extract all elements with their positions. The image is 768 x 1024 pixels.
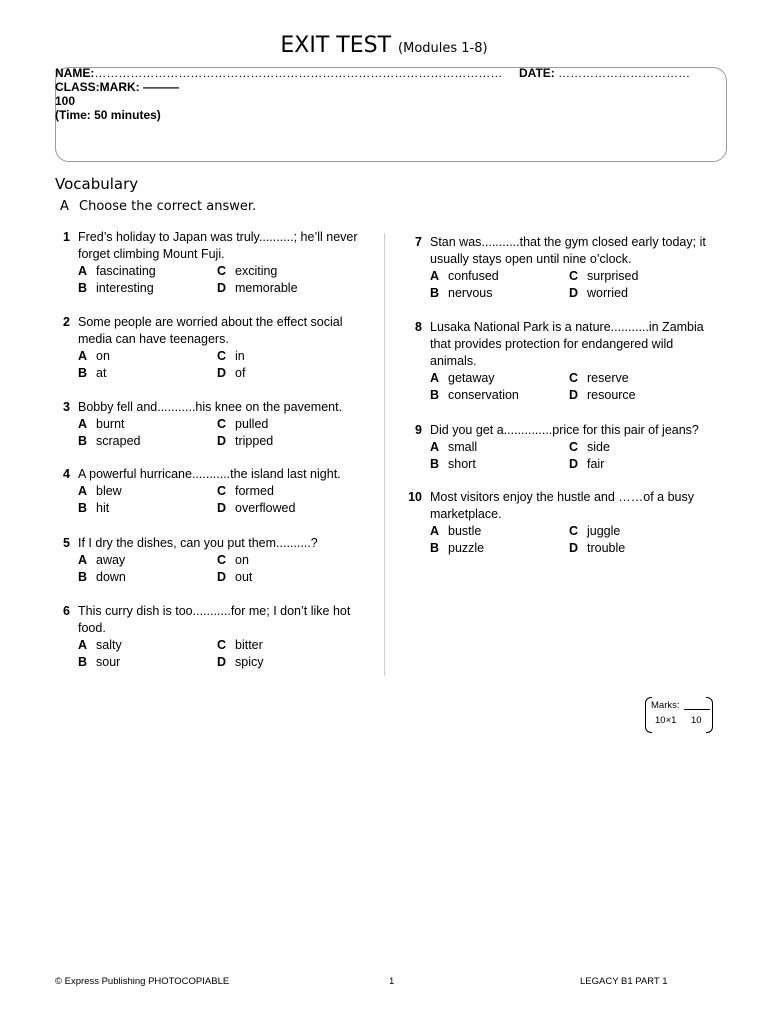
option-b[interactable] (430, 540, 484, 557)
option-letter: C (217, 417, 227, 431)
name-label: NAME: (55, 66, 95, 80)
option-c[interactable] (569, 268, 638, 285)
option-text: resource (587, 388, 636, 402)
option-a[interactable] (78, 552, 125, 569)
marks-calc: 10×1 (655, 715, 677, 726)
option-letter: D (217, 655, 227, 669)
option-b[interactable] (78, 569, 126, 586)
option-d[interactable] (569, 540, 625, 557)
option-text: pulled (235, 417, 269, 431)
option-text: bitter (235, 638, 263, 652)
mark-label: MARK: ——— (99, 80, 179, 94)
option-letter: C (217, 638, 227, 652)
footer-page-number: 1 (389, 976, 395, 987)
option-text: fascinating (96, 264, 156, 278)
option-text: salty (96, 638, 122, 652)
option-b[interactable] (430, 387, 519, 404)
option-letter: B (430, 457, 440, 471)
option-letter: C (569, 440, 579, 454)
question-number: 1 (63, 230, 70, 244)
option-letter: A (430, 524, 440, 538)
option-text: getaway (448, 371, 495, 385)
option-letter: B (78, 366, 88, 380)
option-d[interactable] (569, 285, 628, 302)
option-text: juggle (587, 524, 621, 538)
option-text: hit (96, 501, 110, 515)
option-text: blew (96, 484, 122, 498)
option-text: exciting (235, 264, 278, 278)
class-label: CLASS: (55, 80, 100, 94)
option-letter: D (569, 457, 579, 471)
page-title (0, 33, 768, 58)
question-text: Did you get a..............price for this pair of jeans? (430, 423, 699, 437)
question-number: 9 (415, 423, 422, 437)
option-d[interactable] (217, 365, 245, 382)
option-text: side (587, 440, 610, 454)
option-text: fair (587, 457, 605, 471)
option-letter: D (569, 541, 579, 555)
option-text: down (96, 570, 126, 584)
option-letter: C (217, 264, 227, 278)
option-letter: A (430, 371, 440, 385)
option-letter: C (217, 484, 227, 498)
option-text: memorable (235, 281, 298, 295)
option-a[interactable] (78, 637, 122, 654)
question-text: Bobby fell and...........his knee on the pavement. (78, 400, 343, 414)
option-text: confused (448, 269, 499, 283)
option-c[interactable] (569, 370, 629, 387)
option-b[interactable] (78, 280, 154, 297)
option-letter: B (78, 281, 88, 295)
option-text: in (235, 349, 245, 363)
option-text: spicy (235, 655, 264, 669)
name-field[interactable]: ………………………………………………………………………………………… (94, 66, 503, 80)
question-text: Most visitors enjoy the hustle and ……of a busy marketplace. (430, 490, 695, 521)
option-b[interactable] (78, 500, 109, 517)
title-subtitle: (Modules 1-8) (398, 41, 488, 56)
option-text: nervous (448, 286, 493, 300)
option-text: at (96, 366, 107, 380)
option-text: trouble (587, 541, 626, 555)
option-text: burnt (96, 417, 125, 431)
option-letter: C (569, 269, 579, 283)
question-text: Fred’s holiday to Japan was truly..........; he’ll never forget climbing Mount Fuji. (78, 230, 358, 261)
question-text: This curry dish is too...........for me; I don’t like hot food. (78, 604, 351, 635)
option-letter: A (430, 440, 440, 454)
option-c[interactable] (217, 552, 249, 569)
option-text: puzzle (448, 541, 485, 555)
option-d[interactable] (217, 433, 273, 450)
question-number: 6 (63, 604, 70, 618)
option-text: formed (235, 484, 274, 498)
option-letter: D (217, 501, 227, 515)
option-letter: B (430, 541, 440, 555)
option-text: on (96, 349, 110, 363)
option-letter: B (78, 501, 88, 515)
question-text: Some people are worried about the effect social media can have teenagers. (78, 315, 343, 346)
question-number: 3 (63, 400, 70, 414)
option-letter: B (78, 570, 88, 584)
name-date-line (55, 66, 690, 80)
option-text: of (235, 366, 246, 380)
title-text: EXIT TEST (280, 33, 392, 58)
option-text: small (448, 440, 478, 454)
option-a[interactable] (430, 268, 499, 285)
option-text: interesting (96, 281, 154, 295)
option-text: sour (96, 655, 121, 669)
option-letter: B (430, 286, 440, 300)
option-d[interactable] (217, 500, 295, 517)
question-text: If I dry the dishes, can you put them..........? (78, 536, 318, 550)
question-text: Lusaka National Park is a nature...........in Zambia that provides protection for endangered wild animals. (430, 320, 704, 368)
option-a[interactable] (430, 523, 481, 540)
option-c[interactable] (217, 483, 274, 500)
option-b[interactable] (430, 456, 476, 473)
option-letter: A (78, 638, 88, 652)
option-a[interactable] (78, 483, 122, 500)
column-divider (384, 233, 385, 676)
instruction-letter: A (60, 199, 69, 214)
option-a[interactable] (430, 439, 477, 456)
marks-answer-line[interactable] (684, 709, 710, 710)
option-d[interactable] (217, 654, 263, 671)
option-letter: A (78, 349, 88, 363)
option-text: short (448, 457, 476, 471)
footer-book-title: LEGACY B1 PART 1 (580, 976, 668, 987)
question-number: 2 (63, 315, 70, 329)
option-letter: C (217, 349, 227, 363)
option-b[interactable] (78, 433, 140, 450)
option-letter: B (430, 388, 440, 402)
option-text: away (96, 553, 126, 567)
option-letter: A (78, 417, 88, 431)
option-text: surprised (587, 269, 639, 283)
option-b[interactable] (430, 285, 492, 302)
option-letter: D (217, 570, 227, 584)
question-number: 8 (415, 320, 422, 334)
option-c[interactable] (217, 348, 245, 365)
option-text: reserve (587, 371, 629, 385)
option-letter: C (569, 371, 579, 385)
footer-copyright: © Express Publishing PHOTOCOPIABLE (55, 976, 230, 987)
time-limit: (Time: 50 minutes) (55, 108, 161, 122)
option-c[interactable] (217, 416, 268, 433)
option-letter: A (430, 269, 440, 283)
class-mark-line (55, 80, 179, 94)
option-letter: A (78, 264, 88, 278)
option-letter: D (217, 281, 227, 295)
option-letter: A (78, 553, 88, 567)
question-number: 7 (415, 235, 422, 249)
mark-total: 100 (55, 94, 76, 108)
instruction (60, 199, 256, 214)
option-letter: B (78, 655, 88, 669)
option-letter: D (569, 388, 579, 402)
option-text: bustle (448, 524, 482, 538)
option-letter: C (569, 524, 579, 538)
marks-max: 10 (691, 715, 702, 726)
option-letter: C (217, 553, 227, 567)
option-b[interactable] (78, 365, 106, 382)
option-d[interactable] (217, 569, 252, 586)
option-a[interactable] (78, 416, 125, 433)
option-letter: D (217, 366, 227, 380)
option-letter: D (569, 286, 579, 300)
option-letter: D (217, 434, 227, 448)
date-label: DATE: (519, 66, 555, 80)
option-text: tripped (235, 434, 274, 448)
option-b[interactable] (78, 654, 120, 671)
option-d[interactable] (217, 280, 298, 297)
option-d[interactable] (569, 456, 604, 473)
question-number: 4 (63, 467, 70, 481)
option-text: on (235, 553, 249, 567)
option-c[interactable] (217, 263, 277, 280)
option-c[interactable] (569, 439, 610, 456)
question-text: Stan was...........that the gym closed early today; it usually stays open until nine o’clock. (430, 235, 706, 266)
option-a[interactable] (78, 348, 110, 365)
option-a[interactable] (430, 370, 495, 387)
option-text: conservation (448, 388, 519, 402)
question-number: 10 (408, 490, 422, 504)
option-c[interactable] (217, 637, 263, 654)
question-number: 5 (63, 536, 70, 550)
marks-box (645, 697, 713, 731)
question-text: A powerful hurricane...........the island last night. (78, 467, 341, 481)
option-text: scraped (96, 434, 141, 448)
option-letter: A (78, 484, 88, 498)
marks-brace-right (706, 697, 713, 733)
option-d[interactable] (569, 387, 636, 404)
section-title: Vocabulary (55, 175, 139, 193)
option-a[interactable] (78, 263, 156, 280)
marks-label: Marks: (651, 700, 680, 711)
option-text: out (235, 570, 253, 584)
option-text: worried (587, 286, 628, 300)
option-text: overflowed (235, 501, 296, 515)
instruction-text: Choose the correct answer. (79, 199, 257, 214)
option-letter: B (78, 434, 88, 448)
date-field[interactable]: …………………………… (558, 66, 691, 80)
option-c[interactable] (569, 523, 620, 540)
